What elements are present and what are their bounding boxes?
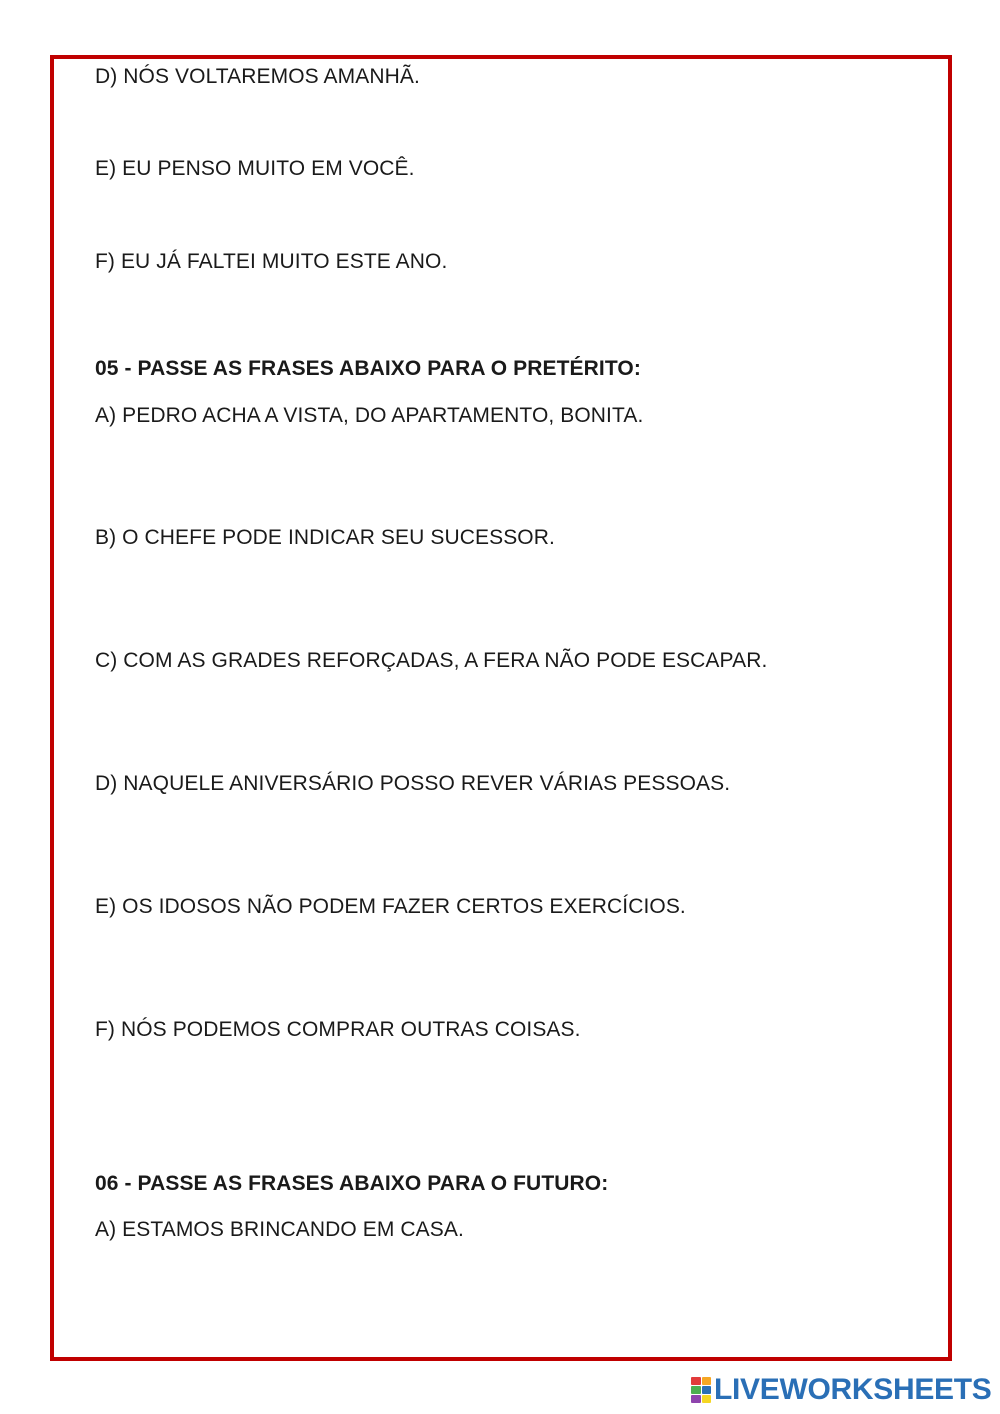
liveworksheets-logo-icon: [691, 1377, 711, 1403]
ex4-item-d: D) NÓS VOLTAREMOS AMANHÃ.: [95, 65, 420, 88]
ex6-title: 06 - PASSE AS FRASES ABAIXO PARA O FUTURO:: [95, 1172, 609, 1195]
ex5-item-d: D) NAQUELE ANIVERSÁRIO POSSO REVER VÁRIAS PESSOAS.: [95, 772, 731, 795]
ex5-item-f: F) NÓS PODEMOS COMPRAR OUTRAS COISAS.: [95, 1018, 581, 1041]
ex5-title: 05 - PASSE AS FRASES ABAIXO PARA O PRETÉRITO:: [95, 357, 641, 380]
ex5-item-e: E) OS IDOSOS NÃO PODEM FAZER CERTOS EXERCÍCIOS.: [95, 895, 686, 918]
ex5-item-b: B) O CHEFE PODE INDICAR SEU SUCESSOR.: [95, 526, 555, 549]
ex4-item-e: E) EU PENSO MUITO EM VOCÊ.: [95, 157, 415, 180]
liveworksheets-logo[interactable]: [691, 1374, 992, 1406]
ex6-item-a: A) ESTAMOS BRINCANDO EM CASA.: [95, 1218, 464, 1241]
liveworksheets-brand-text: LIVEWORKSHEETS: [714, 1373, 992, 1406]
ex5-item-c: C) COM AS GRADES REFORÇADAS, A FERA NÃO PODE ESCAPAR.: [95, 649, 768, 672]
ex4-item-f: F) EU JÁ FALTEI MUITO ESTE ANO.: [95, 250, 448, 273]
ex5-item-a: A) PEDRO ACHA A VISTA, DO APARTAMENTO, BONITA.: [95, 404, 644, 427]
